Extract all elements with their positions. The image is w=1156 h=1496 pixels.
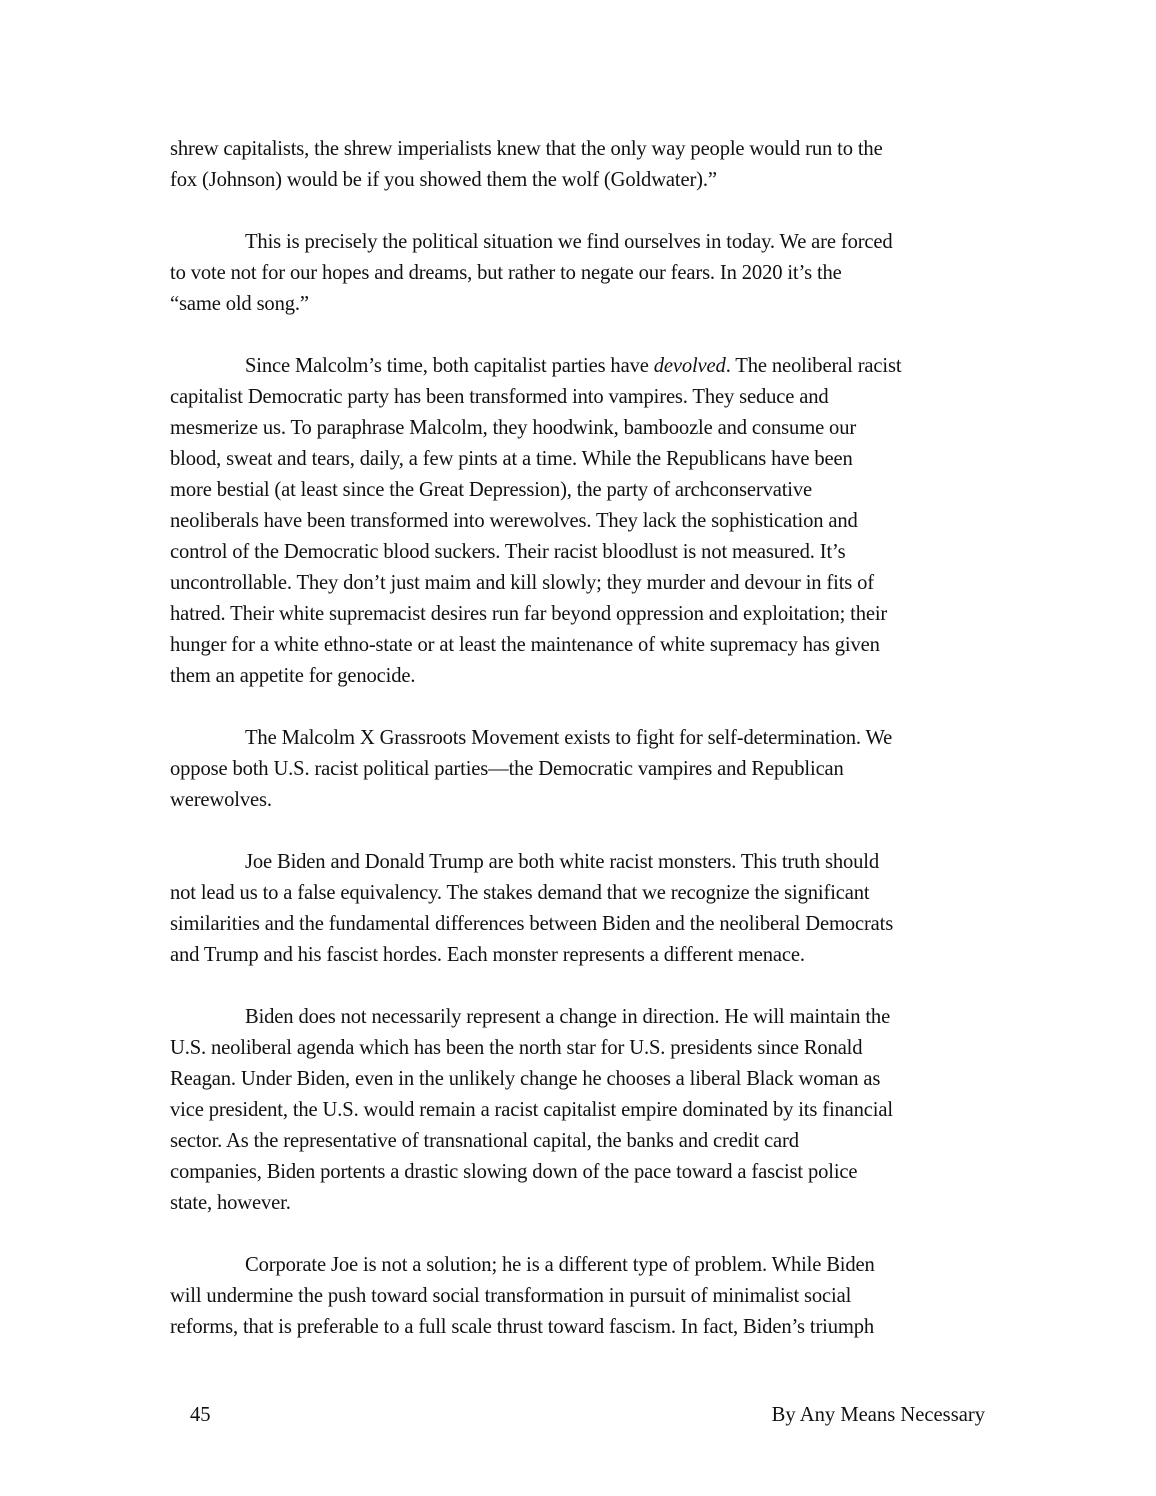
text-line: sector. As the representative of transnational capital, the banks and credit card — [170, 1130, 799, 1152]
paragraph — [170, 847, 1000, 971]
paragraph — [170, 351, 1000, 692]
paragraph — [170, 134, 1000, 196]
text-line: and Trump and his fascist hordes. Each monster represents a different menace. — [170, 944, 805, 966]
text-line: to vote not for our hopes and dreams, but rather to negate our fears. In 2020 it’s the — [170, 262, 842, 284]
text-line: capitalist Democratic party has been transformed into vampires. They seduce and — [170, 386, 829, 408]
page-footer — [190, 1400, 985, 1430]
italic-emphasis: devolved — [653, 355, 726, 377]
paragraph — [170, 723, 1000, 816]
text-line: neoliberals have been transformed into werewolves. They lack the sophistication and — [170, 510, 858, 532]
text-line: state, however. — [170, 1192, 291, 1214]
text-line: Reagan. Under Biden, even in the unlikely change he chooses a liberal Black woman as — [170, 1068, 881, 1090]
text-line — [170, 351, 1000, 382]
text-run: . The neoliberal racist — [725, 355, 902, 377]
text-line: fox (Johnson) would be if you showed them the wolf (Goldwater).” — [170, 169, 717, 191]
text-line: Corporate Joe is not a solution; he is a different type of problem. While Biden — [245, 1254, 875, 1276]
text-line: companies, Biden portents a drastic slowing down of the pace toward a fascist police — [170, 1161, 858, 1183]
text-line: control of the Democratic blood suckers. Their racist bloodlust is not measured. It’s — [170, 541, 846, 563]
paragraph — [170, 1250, 1000, 1343]
text-line: Biden does not necessarily represent a change in direction. He will maintain the — [245, 1006, 891, 1028]
text-line: reforms, that is preferable to a full scale thrust toward fascism. In fact, Biden’s triumph — [170, 1316, 875, 1338]
paragraph — [170, 1002, 1000, 1219]
text-line: uncontrollable. They don’t just maim and kill slowly; they murder and devour in fits of — [170, 572, 874, 594]
text-line: Joe Biden and Donald Trump are both white racist monsters. This truth should — [245, 851, 880, 873]
text-line: shrew capitalists, the shrew imperialists knew that the only way people would run to the — [170, 138, 883, 160]
text-line: werewolves. — [170, 789, 272, 811]
text-line: U.S. neoliberal agenda which has been the north star for U.S. presidents since Ronald — [170, 1037, 863, 1059]
text-line: will undermine the push toward social transformation in pursuit of minimalist social — [170, 1285, 852, 1307]
text-line: “same old song.” — [170, 293, 309, 315]
running-title: By Any Means Necessary — [771, 1404, 985, 1426]
text-line: more bestial (at least since the Great Depression), the party of archconservative — [170, 479, 813, 501]
body-text — [170, 134, 1000, 1374]
text-line: not lead us to a false equivalency. The stakes demand that we recognize the significant — [170, 882, 870, 904]
text-line: This is precisely the political situation we find ourselves in today. We are forced — [245, 231, 893, 253]
text-line: The Malcolm X Grassroots Movement exists to fight for self-determination. We — [245, 727, 893, 749]
text-line: similarities and the fundamental differences between Biden and the neoliberal Democrats — [170, 913, 894, 935]
text-line: vice president, the U.S. would remain a racist capitalist empire dominated by its financial — [170, 1099, 893, 1121]
paragraph — [170, 227, 1000, 320]
text-line: oppose both U.S. racist political parties—the Democratic vampires and Republican — [170, 758, 844, 780]
text-line: mesmerize us. To paraphrase Malcolm, they hoodwink, bamboozle and consume our — [170, 417, 857, 439]
text-line: hatred. Their white supremacist desires run far beyond oppression and exploitation; their — [170, 603, 888, 625]
text-line: blood, sweat and tears, daily, a few pints at a time. While the Republicans have been — [170, 448, 853, 470]
text-line: hunger for a white ethno-state or at least the maintenance of white supremacy has given — [170, 634, 880, 656]
text-run: Since Malcolm’s time, both capitalist parties have — [245, 355, 654, 377]
text-line: them an appetite for genocide. — [170, 665, 416, 687]
page-number: 45 — [190, 1404, 211, 1426]
